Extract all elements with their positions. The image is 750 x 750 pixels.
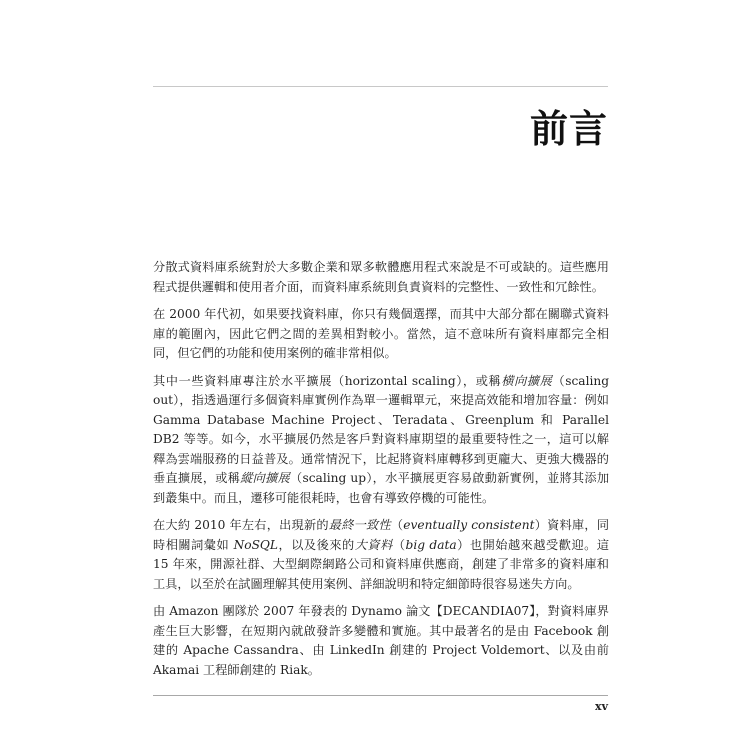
chapter-title: 前言 [529, 107, 608, 151]
text-run: （ [392, 537, 406, 552]
emphasized-term: 大資料 [354, 537, 393, 552]
text-run: （scaling up），水平擴展更容易啟動新實例，並將其添加到叢集中。而且，遷移可能很耗時，也會有導致停機的可能性。 [153, 471, 610, 505]
text-run: （ [390, 518, 404, 532]
paragraph [153, 516, 609, 594]
text-run: 分散式資料庫系統對於大多數企業和眾多軟體應用程式來說是不可或缺的。這些應用程式提供邏輯和使用者介面，而資料庫系統則負責資料的完整性、一致性和冗餘性。 [153, 260, 609, 294]
paragraph [153, 258, 609, 297]
text-run: （scaling out），指透過運行多個資料庫實例作為單一邏輯單元，來提高效能和增加容量：例如 Gamma Database Machine Project、Teradata、Greenplum 和 Parallel DB2 等等。如今，水平擴展仍然是客戶對資料庫期望的最重要特性之一，這可以解釋為雲端服務的日益普及。通常情況下，比起將資料庫轉移到更龐大、更強大機器的垂直擴展，或稱 [153, 373, 610, 485]
paragraph [153, 305, 609, 364]
paragraph [153, 372, 609, 509]
header-rule [153, 86, 608, 87]
text-run: ）資料庫，同時相關詞彙如 [153, 518, 610, 552]
emphasized-term: 縱向擴展 [240, 471, 291, 485]
text-run: 在 2000 年代初，如果要找資料庫，你只有幾個選擇，而其中大部分都在關聯式資料庫的範圍內，因此它們之間的差異相對較小。當然，這不意味所有資料庫都完全相同，但它們的功能和使用案例的確非常相似。 [153, 307, 609, 360]
text-run: ）也開始越來越受歡迎。這 15 年來，開源社群、大型網際網路公司和資料庫供應商，創建了非常多的資料庫和工具，以至於在試圖理解其使用案例、詳細說明和特定細節時很容易迷失方向。 [153, 537, 610, 591]
emphasized-term: eventually consistent [403, 518, 535, 532]
emphasized-term: NoSQL [233, 537, 279, 552]
body-text [153, 258, 609, 688]
text-run: 在大約 2010 年左右，出現新的 [153, 518, 329, 532]
emphasized-term: 最終一致性 [328, 518, 391, 532]
page-number: xv [595, 700, 608, 713]
footer-rule [153, 695, 608, 696]
text-run: ，以及後來的 [278, 537, 355, 552]
text-run: 由 Amazon 團隊於 2007 年發表的 Dynamo 論文【DECANDIA07】，對資料庫界產生巨大影響，在短期內就啟發許多變體和實施。其中最著名的是由 Facebook 創建的 Apache Cassandra、由 LinkedIn 創建的 Project Voldemort、以及由前 Akamai 工程師創建的 Riak。 [153, 604, 609, 677]
emphasized-term: big data [405, 537, 457, 552]
text-run: 其中一些資料庫專注於水平擴展（horizontal scaling），或稱 [153, 373, 502, 388]
paragraph [153, 602, 609, 680]
emphasized-term: 横向擴展 [501, 373, 553, 388]
